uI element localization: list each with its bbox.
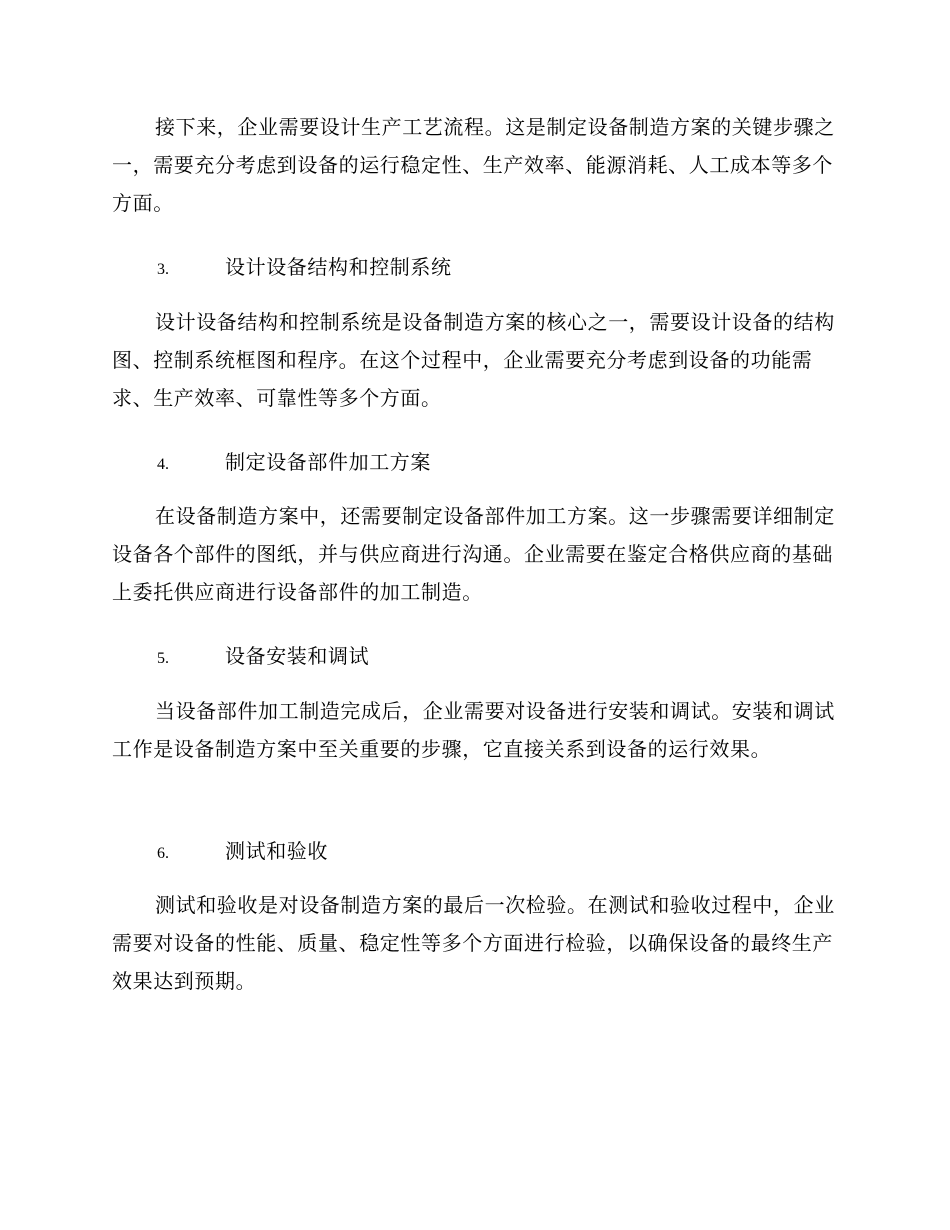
section-title: 制定设备部件加工方案 bbox=[225, 450, 431, 474]
section-number: 5. bbox=[157, 650, 169, 667]
section-heading-6 bbox=[157, 836, 328, 866]
paragraph-parts-processing: 在设备制造方案中，还需要制定设备部件加工方案。这一步骤需要详细制定设备各个部件的图纸，并与供应商进行沟通。企业需要在鉴定合格供应商的基础上委托供应商进行设备部件的加工制造。 bbox=[112, 504, 835, 604]
section-title: 测试和验收 bbox=[225, 839, 328, 863]
paragraph-structure-control: 设计设备结构和控制系统是设备制造方案的核心之一，需要设计设备的结构图、控制系统框图和程序。在这个过程中，企业需要充分考虑到设备的功能需求、生产效率、可靠性等多个方面。 bbox=[112, 310, 835, 410]
section-heading-5 bbox=[157, 641, 369, 671]
section-heading-3 bbox=[157, 252, 452, 282]
paragraph-install-debug: 当设备部件加工制造完成后，企业需要对设备进行安装和调试。安装和调试工作是设备制造方案中至关重要的步骤，它直接关系到设备的运行效果。 bbox=[112, 699, 835, 761]
section-number: 4. bbox=[157, 456, 169, 473]
paragraph-process-flow: 接下来，企业需要设计生产工艺流程。这是制定设备制造方案的关键步骤之一，需要充分考虑到设备的运行稳定性、生产效率、能源消耗、人工成本等多个方面。 bbox=[112, 115, 835, 215]
section-title: 设计设备结构和控制系统 bbox=[225, 255, 452, 279]
section-number: 6. bbox=[157, 845, 169, 862]
section-number: 3. bbox=[157, 261, 169, 278]
section-title: 设备安装和调试 bbox=[225, 644, 370, 668]
section-heading-4 bbox=[157, 447, 431, 477]
paragraph-test-acceptance: 测试和验收是对设备制造方案的最后一次检验。在测试和验收过程中，企业需要对设备的性能、质量、稳定性等多个方面进行检验，以确保设备的最终生产效果达到预期。 bbox=[112, 893, 835, 993]
